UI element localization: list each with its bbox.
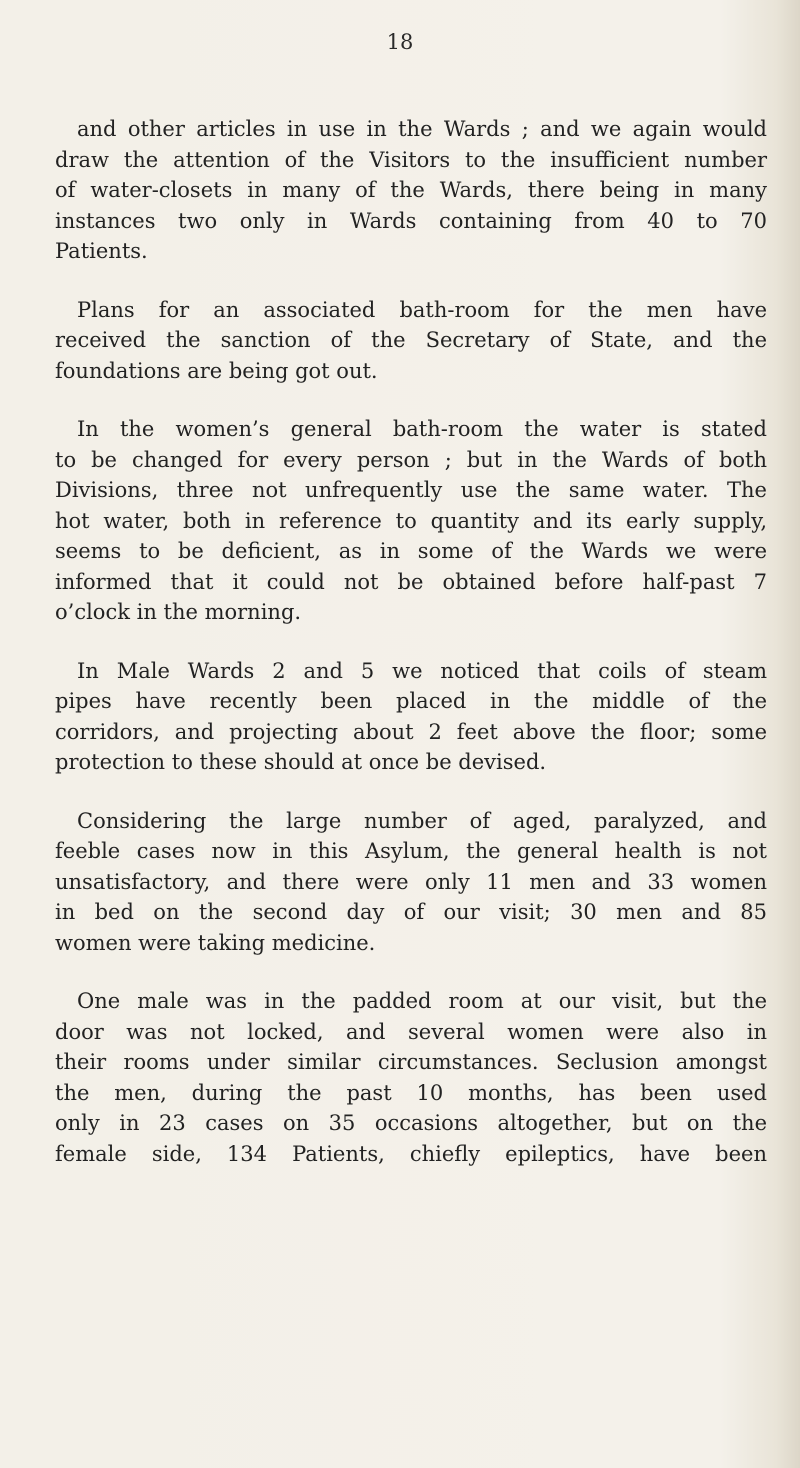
text-line: hot water, both in reference to quantity and its early supply,: [55, 508, 767, 533]
text-line: only in 23 cases on 35 occasions altogether, but on the: [55, 1111, 767, 1135]
text-line: protection to these should at once be devised.: [55, 750, 547, 774]
text-line: feeble cases now in this Asylum, the general health is not: [55, 839, 767, 863]
text-line: unsatisfactory, and there were only 11 men and 33 women: [55, 869, 767, 894]
text-line: female side, 134 Patients, chiefly epileptics, have been: [55, 1141, 767, 1166]
text-line: and other articles in use in the Wards ; and we again would: [77, 117, 767, 141]
text-line: In the women’s general bath-room the water is stated: [77, 417, 767, 441]
paragraph: [55, 295, 767, 387]
text-line: Plans for an associated bath-room for the men have: [77, 297, 767, 322]
text-line: in bed on the second day of our visit; 30 men and 85: [55, 900, 767, 924]
text-line: pipes have recently been placed in the middle of the: [55, 689, 767, 713]
text-line: In Male Wards 2 and 5 we noticed that coils of steam: [77, 658, 767, 683]
paragraph: [55, 986, 767, 1169]
page-number: 18: [386, 30, 414, 54]
paragraph: [55, 806, 767, 959]
paragraph: [55, 414, 767, 628]
text-line: door was not locked, and several women were also in: [55, 1019, 767, 1044]
text-line: Considering the large number of aged, paralyzed, and: [77, 808, 767, 833]
text-line: to be changed for every person ; but in the Wards of both: [55, 447, 767, 472]
text-line: women were taking medicine.: [55, 930, 376, 955]
text-line: informed that it could not be obtained before half-past 7: [55, 569, 767, 594]
text-line: corridors, and projecting about 2 feet above the floor; some: [55, 719, 767, 744]
text-line: instances two only in Wards containing from 40 to 70: [55, 208, 767, 233]
text-line: seems to be deficient, as in some of the Wards we were: [55, 539, 767, 563]
paragraph: [55, 114, 767, 267]
text-line: One male was in the padded room at our visit, but the: [77, 989, 767, 1013]
text-line: the men, during the past 10 months, has been used: [55, 1080, 767, 1105]
text-line: Patients.: [55, 239, 148, 263]
text-line: their rooms under similar circumstances. Seclusion amongst: [55, 1050, 767, 1074]
text-line: received the sanction of the Secretary of State, and the: [55, 328, 767, 352]
paragraph: [55, 656, 767, 778]
text-line: Divisions, three not unfrequently use the same water. The: [55, 478, 767, 502]
text-line: o’clock in the morning.: [55, 600, 302, 624]
text-line: draw the attention of the Visitors to the insufficient number: [55, 147, 767, 172]
body-text: [55, 114, 767, 1197]
text-line: foundations are being got out.: [55, 358, 378, 383]
text-line: of water-closets in many of the Wards, there being in many: [55, 178, 767, 202]
